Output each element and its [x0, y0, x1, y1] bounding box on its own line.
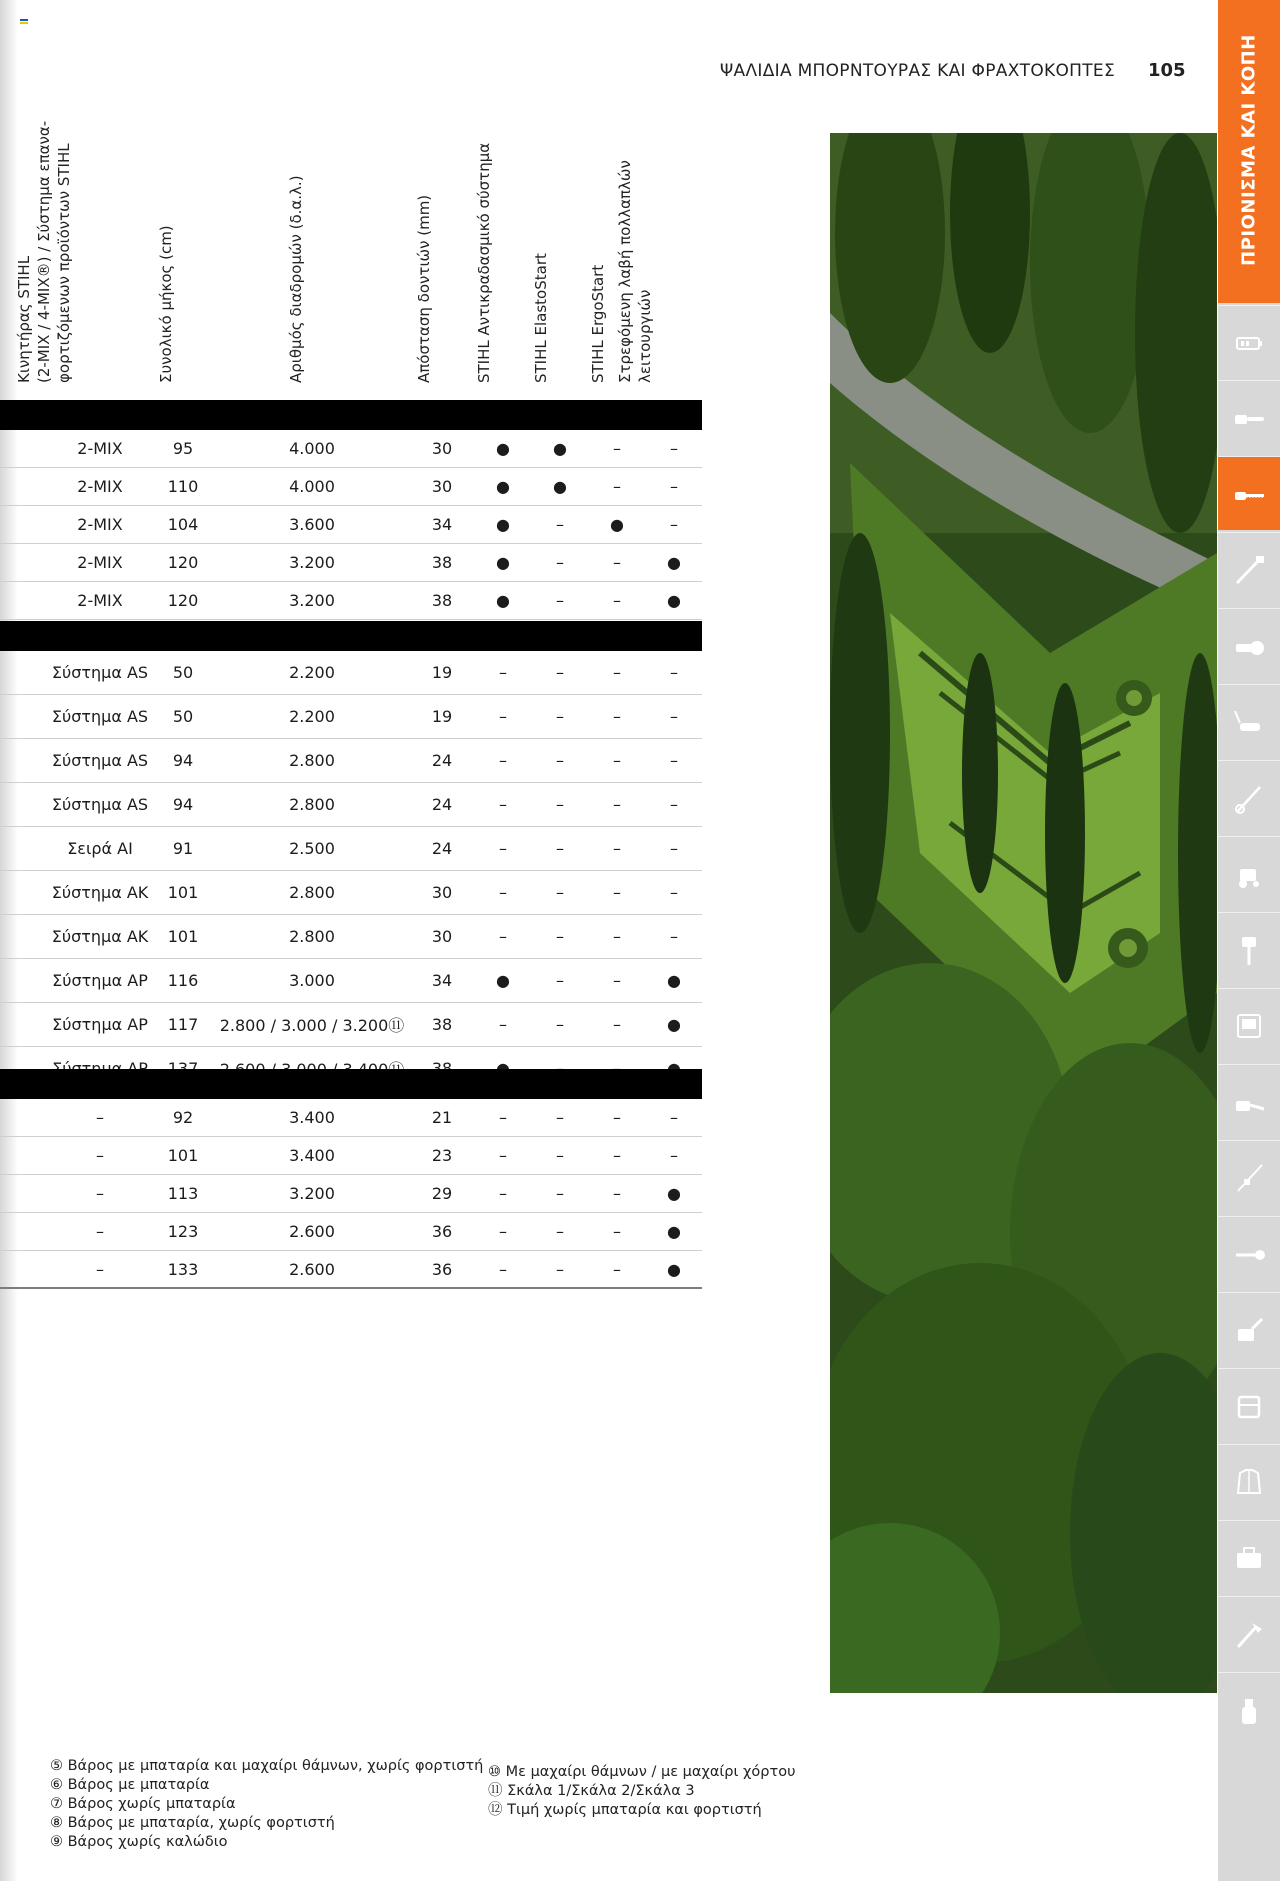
cell-strokes: 4.000 [289, 477, 335, 496]
cell-tooth-spacing: 34 [431, 971, 453, 990]
cell-elastostart: – [556, 795, 564, 814]
chainsaw-icon[interactable] [1218, 380, 1280, 454]
cell-total-length: 116 [167, 971, 199, 990]
cell-engine: – [96, 1222, 104, 1241]
cell-strokes: 3.600 [289, 515, 335, 534]
column-header-total-length: Συνολικό μήκος (cm) [157, 225, 175, 383]
cell-rotating-handle: – [670, 751, 678, 770]
cell-strokes: 3.200 [289, 1184, 335, 1203]
cell-antivibration: ● [496, 515, 510, 534]
cell-strokes: 3.400 [289, 1146, 335, 1165]
cell-antivibration: ● [496, 591, 510, 610]
cell-engine: 2-MIX [77, 439, 123, 458]
cell-engine: Σύστημα AP [52, 971, 148, 990]
cell-tooth-spacing: 38 [431, 591, 453, 610]
cell-strokes: 2.800 [289, 883, 335, 902]
cell-total-length: 91 [172, 839, 194, 858]
cell-total-length: 110 [167, 477, 199, 496]
cell-tooth-spacing: 24 [431, 751, 453, 770]
cell-ergostart: – [613, 839, 621, 858]
cell-strokes: 2.600 [289, 1259, 335, 1279]
cell-total-length: 123 [167, 1222, 199, 1241]
cell-rotating-handle: ● [667, 1222, 681, 1241]
cell-tooth-spacing: 36 [431, 1222, 453, 1241]
cell-elastostart: – [556, 883, 564, 902]
cell-ergostart: – [613, 883, 621, 902]
cell-strokes: 3.400 [289, 1108, 335, 1127]
sweeper-icon[interactable] [1218, 1216, 1280, 1290]
cell-elastostart: – [556, 1222, 564, 1241]
cell-ergostart: – [613, 1015, 621, 1034]
cell-total-length: 101 [167, 883, 199, 902]
cell-ergostart: – [613, 707, 621, 726]
cell-elastostart: – [556, 927, 564, 946]
cell-strokes: 3.000 [289, 971, 335, 990]
cell-engine: 2-MIX [77, 553, 123, 572]
cell-total-length: 120 [167, 591, 199, 610]
cell-strokes: 4.000 [289, 439, 335, 458]
page-title: ΨΑΛΙΔΙΑ ΜΠΟΡΝΤΟΥΡΑΣ ΚΑΙ ΦΡΑΧΤΟΚΟΠΤΕΣ [719, 61, 1115, 81]
cell-elastostart: – [556, 591, 564, 610]
section-divider [0, 1069, 702, 1099]
cell-engine: Σύστημα AP [52, 1015, 148, 1034]
cell-total-length: 50 [172, 707, 194, 726]
cell-rotating-handle: ● [667, 591, 681, 610]
cell-rotating-handle: ● [667, 553, 681, 572]
cell-strokes: 3.200 [289, 553, 335, 572]
pressure-washer-icon[interactable] [1218, 1292, 1280, 1366]
cell-engine: Σύστημα AS [51, 795, 149, 814]
blower-icon[interactable] [1218, 1064, 1280, 1138]
pole-pruner-icon[interactable] [1218, 532, 1280, 606]
cell-rotating-handle: – [670, 927, 678, 946]
cell-antivibration: – [499, 1146, 507, 1165]
hedge-trimmer-icon[interactable] [1218, 456, 1280, 530]
table-row [0, 1099, 702, 1137]
cell-elastostart: – [556, 1108, 564, 1127]
cell-rotating-handle: ● [667, 971, 681, 990]
cell-antivibration: – [499, 839, 507, 858]
table-row [0, 651, 702, 695]
footnote: ⑦ Βάρος χωρίς μπαταρία [50, 1796, 236, 1812]
cell-rotating-handle: – [670, 707, 678, 726]
table-row [0, 544, 702, 582]
cell-rotating-handle: – [670, 515, 678, 534]
table-row [0, 1213, 702, 1251]
cell-ergostart: – [613, 1146, 621, 1165]
cell-antivibration: – [499, 883, 507, 902]
cell-ergostart: – [613, 795, 621, 814]
cell-antivibration: – [499, 707, 507, 726]
cell-engine: – [96, 1108, 104, 1127]
column-header-ergostart: STIHL ErgoStart [589, 264, 607, 383]
cell-total-length: 104 [167, 515, 199, 534]
cell-total-length: 94 [172, 795, 194, 814]
cell-engine: 2-MIX [77, 591, 123, 610]
cell-strokes: 2.600 [289, 1222, 335, 1241]
cell-rotating-handle: – [670, 663, 678, 682]
toolbox-icon[interactable] [1218, 1520, 1280, 1594]
section-divider [0, 621, 702, 651]
shredder-icon[interactable] [1218, 988, 1280, 1062]
table-row [0, 739, 702, 783]
cell-rotating-handle: – [670, 795, 678, 814]
page-number: 105 [1148, 60, 1186, 81]
cell-tooth-spacing: 30 [431, 439, 453, 458]
cell-strokes: 2.500 [289, 839, 335, 858]
cell-strokes: 2.200 [289, 663, 335, 682]
cell-ergostart: – [613, 751, 621, 770]
cell-ergostart: – [613, 927, 621, 946]
lawn-mower-icon[interactable] [1218, 684, 1280, 758]
cell-tooth-spacing: 36 [431, 1259, 453, 1279]
footnotes-left [50, 1757, 483, 1852]
cell-engine: Σύστημα AS [51, 751, 149, 770]
cell-total-length: 50 [172, 663, 194, 682]
sidebar-active-category[interactable] [1218, 0, 1280, 303]
cell-antivibration: – [499, 1108, 507, 1127]
garden-photo [830, 133, 1217, 1693]
cell-antivibration: ● [496, 477, 510, 496]
cell-total-length: 120 [167, 553, 199, 572]
cell-ergostart: – [613, 1184, 621, 1203]
cut-off-saw-icon[interactable] [1218, 608, 1280, 682]
cell-antivibration: – [499, 927, 507, 946]
column-header-elastostart: STIHL ElastoStart [532, 253, 550, 383]
cell-elastostart: – [556, 515, 564, 534]
cell-tooth-spacing: 30 [431, 477, 453, 496]
table-row [0, 1175, 702, 1213]
cell-tooth-spacing: 30 [431, 927, 453, 946]
cell-total-length: 133 [167, 1259, 199, 1279]
table-row [0, 783, 702, 827]
cell-tooth-spacing: 30 [431, 883, 453, 902]
column-header-antivibration: STIHL Αντικραδασμικό σύστημα [475, 142, 493, 383]
footnote: ⑪ Σκάλα 1/Σκάλα 2/Σκάλα 3 [488, 1783, 695, 1799]
cell-total-length: 92 [172, 1108, 194, 1127]
cell-ergostart: – [613, 553, 621, 572]
multi-tool-icon[interactable] [1218, 1140, 1280, 1214]
cell-tooth-spacing: 19 [431, 663, 453, 682]
cell-ergostart: – [613, 591, 621, 610]
cell-antivibration: – [499, 795, 507, 814]
table-row [0, 1137, 702, 1175]
footnote: ⑫ Τιμή χωρίς μπαταρία και φορτιστή [488, 1802, 762, 1818]
cell-elastostart: – [556, 553, 564, 572]
column-header-strokes: Αριθμός διαδρομών (δ.α.λ.) [287, 175, 305, 383]
cell-rotating-handle: – [670, 477, 678, 496]
cell-antivibration: – [499, 1015, 507, 1034]
table-row [0, 506, 702, 544]
cell-engine: Σύστημα AS [51, 663, 149, 682]
cell-elastostart: – [556, 1015, 564, 1034]
cell-elastostart: – [556, 1184, 564, 1203]
cell-ergostart: – [613, 477, 621, 496]
cell-engine: – [96, 1146, 104, 1165]
cell-rotating-handle: – [670, 883, 678, 902]
sidebar-active-label: ΠΡΙΟΝΙΣΜΑ ΚΑΙ ΚΟΠΗ [1238, 34, 1260, 266]
cell-engine: Σύστημα AK [51, 927, 149, 946]
cell-tooth-spacing: 34 [431, 515, 453, 534]
cell-tooth-spacing: 19 [431, 707, 453, 726]
cell-rotating-handle: ● [667, 1015, 681, 1034]
cell-rotating-handle: – [670, 839, 678, 858]
cell-ergostart: – [613, 1259, 621, 1279]
cell-ergostart: – [613, 1222, 621, 1241]
cell-antivibration: ● [496, 553, 510, 572]
cell-tooth-spacing: 23 [431, 1146, 453, 1165]
cell-elastostart: – [556, 663, 564, 682]
cell-rotating-handle: – [670, 1146, 678, 1165]
cell-strokes: 2.800 [289, 795, 335, 814]
footnotes-right [488, 1763, 795, 1820]
footnote: ⑩ Με μαχαίρι θάμνων / με μαχαίρι χόρτου [488, 1764, 796, 1780]
cell-tooth-spacing: 24 [431, 839, 453, 858]
battery-icon[interactable] [1218, 305, 1280, 379]
cell-engine: Σειρά AI [67, 839, 133, 858]
footnote: ⑥ Βάρος με μπαταρία [50, 1777, 210, 1793]
section-divider [0, 400, 702, 430]
cell-ergostart: – [613, 663, 621, 682]
cell-engine: Σύστημα AK [51, 883, 149, 902]
cell-strokes: 2.800 / 3.000 / 3.200⑪ [219, 1016, 405, 1035]
cell-elastostart: – [556, 751, 564, 770]
brushcutter-icon[interactable] [1218, 760, 1280, 834]
cell-rotating-handle: ● [667, 1184, 681, 1203]
cell-total-length: 113 [167, 1184, 199, 1203]
category-sidebar [1218, 0, 1280, 1881]
table-row [0, 695, 702, 739]
cell-antivibration: – [499, 663, 507, 682]
storage-icon[interactable] [1218, 1368, 1280, 1442]
cell-antivibration: ● [496, 971, 510, 990]
language-flag-icon[interactable] [20, 19, 28, 26]
table-row [0, 468, 702, 506]
cell-tooth-spacing: 29 [431, 1184, 453, 1203]
cell-ergostart: – [613, 971, 621, 990]
column-header-engine: Κινητήρας STIHL (2-MIX / 4-MIX®) / Σύστημα επανα- φορτιζόμενων προϊόντων STIHL [15, 120, 73, 383]
cell-total-length: 101 [167, 927, 199, 946]
footnote: ⑨ Βάρος χωρίς καλώδιο [50, 1834, 228, 1850]
cell-ergostart: ● [610, 515, 624, 534]
cell-antivibration: – [499, 1222, 507, 1241]
column-header-tooth-spacing: Απόσταση δοντιών (mm) [415, 194, 433, 383]
spray-bottle-icon[interactable] [1218, 1672, 1280, 1746]
cell-engine: Σύστημα AS [51, 707, 149, 726]
column-header-rotating-handle: Στρεφόμενη λαβή πολλαπλών λειτουργιών [616, 160, 654, 383]
cell-total-length: 95 [172, 439, 194, 458]
cell-ergostart: – [613, 1108, 621, 1127]
table-row [0, 959, 702, 1003]
cell-total-length: 94 [172, 751, 194, 770]
cell-strokes: 2.200 [289, 707, 335, 726]
cell-tooth-spacing: 21 [431, 1108, 453, 1127]
cell-rotating-handle: ● [667, 1259, 681, 1279]
cell-strokes: 2.800 [289, 927, 335, 946]
cell-engine: – [96, 1184, 104, 1203]
cell-elastostart: – [556, 1146, 564, 1165]
cell-tooth-spacing: 38 [431, 553, 453, 572]
table-row [0, 915, 702, 959]
footnote: ⑤ Βάρος με μπαταρία και μαχαίρι θάμνων, χωρίς φορτιστή [50, 1758, 484, 1774]
cell-tooth-spacing: 24 [431, 795, 453, 814]
table-row [0, 582, 702, 620]
cell-elastostart: ● [553, 477, 567, 496]
table-row [0, 430, 702, 468]
cell-total-length: 117 [167, 1015, 199, 1034]
cell-elastostart: ● [553, 439, 567, 458]
cell-elastostart: – [556, 1259, 564, 1279]
cell-engine: 2-MIX [77, 477, 123, 496]
cell-engine: – [96, 1259, 104, 1279]
cell-engine: 2-MIX [77, 515, 123, 534]
axe-icon[interactable] [1218, 1596, 1280, 1670]
footnote: ⑧ Βάρος με μπαταρία, χωρίς φορτιστή [50, 1815, 335, 1831]
cell-strokes: 2.800 [289, 751, 335, 770]
cell-total-length: 101 [167, 1146, 199, 1165]
cell-antivibration: ● [496, 439, 510, 458]
table-row [0, 1003, 702, 1047]
cell-antivibration: – [499, 1184, 507, 1203]
earth-auger-icon[interactable] [1218, 912, 1280, 986]
table-row [0, 1251, 702, 1289]
cell-elastostart: – [556, 971, 564, 990]
cell-antivibration: – [499, 1259, 507, 1279]
cell-antivibration: – [499, 751, 507, 770]
garden-tractor-icon[interactable] [1218, 836, 1280, 910]
cell-elastostart: – [556, 839, 564, 858]
cell-rotating-handle: – [670, 439, 678, 458]
cell-ergostart: – [613, 439, 621, 458]
clothing-icon[interactable] [1218, 1444, 1280, 1518]
table-row [0, 827, 702, 871]
cell-strokes: 3.200 [289, 591, 335, 610]
cell-rotating-handle: – [670, 1108, 678, 1127]
cell-elastostart: – [556, 707, 564, 726]
table-row [0, 871, 702, 915]
cell-tooth-spacing: 38 [431, 1015, 453, 1034]
